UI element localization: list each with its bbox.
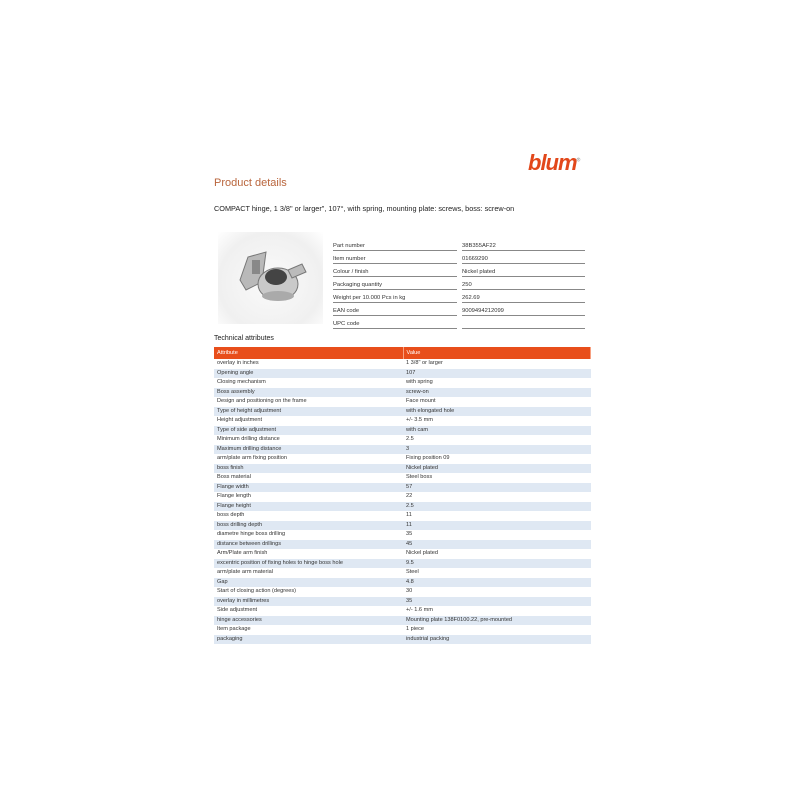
header-attribute: Attribute [214, 347, 403, 359]
attribute-cell: boss finish [214, 464, 403, 474]
table-row [214, 483, 591, 493]
value-cell: 45 [403, 540, 591, 550]
registered-mark: ® [576, 157, 580, 164]
table-row [214, 416, 591, 426]
attribute-cell: Flange width [214, 483, 403, 493]
attribute-cell: Side adjustment [217, 607, 258, 613]
table-row [214, 426, 591, 436]
attribute-cell: excentric position of fixing holes to hinge boss hole [214, 559, 403, 569]
attribute-cell: arm/plate arm material [217, 569, 273, 575]
value-cell: Steel boss [406, 474, 433, 480]
table-row [214, 454, 591, 464]
table-row [214, 606, 591, 616]
value-cell: 30 [406, 588, 413, 594]
info-label: UPC code [333, 321, 457, 329]
value-cell: 22 [406, 493, 413, 499]
table-row [214, 549, 591, 559]
brand-text: blum [528, 150, 577, 175]
value-cell: +/- 1.6 mm [406, 607, 433, 613]
attribute-cell: distance between drillings [214, 540, 403, 550]
value-cell: with elongated hole [403, 407, 591, 417]
header-value: Value [403, 347, 591, 359]
value-cell: 1 piece [406, 626, 425, 632]
table-row [214, 578, 591, 588]
table-row [214, 378, 591, 388]
table-row [214, 359, 591, 369]
info-row [333, 316, 585, 329]
table-row [214, 587, 591, 597]
table-row [214, 397, 591, 407]
value-cell: Nickel plated [406, 550, 439, 556]
info-value: 38B355AF22 [462, 243, 585, 251]
value-cell: 35 [406, 531, 413, 537]
attribute-cell: Closing mechanism [217, 379, 266, 385]
table-row [214, 511, 591, 521]
info-row [333, 303, 585, 316]
attribute-cell: Minimum drilling distance [217, 436, 280, 442]
table-row [214, 530, 591, 540]
info-row [333, 251, 585, 264]
table-row [214, 502, 591, 512]
table-row [214, 540, 591, 550]
value-cell: 11 [403, 521, 591, 531]
attribute-cell: packaging [214, 635, 403, 645]
value-cell: industrial packing [403, 635, 591, 645]
info-value: 262.69 [462, 295, 585, 303]
value-cell: 107 [403, 369, 591, 379]
table-row [214, 388, 591, 398]
attribute-cell: arm/plate arm fixing position [217, 455, 287, 461]
product-description: COMPACT hinge, 1 3/8" or larger", 107°, with spring, mounting plate: screws, boss: screw-on [214, 204, 515, 213]
info-label: Item number [333, 256, 457, 264]
attribute-cell: hinge accessories [214, 616, 403, 626]
value-cell: Fixing position 09 [406, 455, 450, 461]
value-cell: +/- 3.5 mm [406, 417, 433, 423]
table-row [214, 616, 591, 626]
value-cell: 2.5 [403, 502, 591, 512]
value-cell: screw-on [403, 388, 591, 398]
attribute-cell: Type of height adjustment [214, 407, 403, 417]
technical-attributes-heading: Technical attributes [214, 335, 274, 342]
value-cell: 2.5 [406, 436, 414, 442]
value-cell: 35 [403, 597, 591, 607]
value-cell: 4.8 [403, 578, 591, 588]
table-row [214, 369, 591, 379]
attribute-cell: Type of side adjustment [214, 426, 403, 436]
attribute-cell: Boss material [217, 474, 251, 480]
table-row [214, 625, 591, 635]
attribute-cell: Design and positioning on the frame [217, 398, 307, 404]
attribute-cell: diametre hinge boss drilling [217, 531, 286, 537]
info-value: 01669290 [462, 256, 585, 264]
info-row [333, 290, 585, 303]
table-row [214, 464, 591, 474]
info-row [333, 277, 585, 290]
value-cell: Steel [406, 569, 419, 575]
value-cell: Face mount [406, 398, 436, 404]
table-row [214, 559, 591, 569]
value-cell: 9.5 [403, 559, 591, 569]
info-label: Colour / finish [333, 269, 457, 277]
info-row [333, 238, 585, 251]
attribute-cell: Flange height [214, 502, 403, 512]
table-row [214, 635, 591, 645]
info-label: Part number [333, 243, 457, 251]
attribute-cell: Arm/Plate arm finish [217, 550, 268, 556]
table-row [214, 597, 591, 607]
info-value: 250 [462, 282, 585, 290]
info-label: EAN code [333, 308, 457, 316]
attribute-cell: Boss assembly [214, 388, 403, 398]
info-label: Weight per 10.000 Pcs in kg [333, 295, 457, 303]
table-row [214, 407, 591, 417]
table-row [214, 473, 591, 483]
table-row [214, 492, 591, 502]
product-info-list [333, 238, 585, 329]
blum-logo [528, 150, 579, 176]
table-row [214, 521, 591, 531]
info-value: 9009494212099 [462, 308, 585, 316]
attribute-cell: Gap [214, 578, 403, 588]
attribute-cell: overlay in millimetres [214, 597, 403, 607]
attribute-cell: boss depth [217, 512, 245, 518]
value-cell: Mounting plate 138F0100.22, pre-mounted [403, 616, 591, 626]
attribute-cell: Item package [217, 626, 251, 632]
attribute-cell: Start of closing action (degrees) [217, 588, 296, 594]
table-row [214, 445, 591, 455]
info-value: Nickel plated [462, 269, 585, 277]
attribute-cell: Maximum drilling distance [214, 445, 403, 455]
value-cell: 11 [406, 512, 412, 518]
value-cell: 3 [403, 445, 591, 455]
value-cell: 1 3/8" or larger [406, 360, 443, 366]
value-cell: 57 [403, 483, 591, 493]
table-row [214, 435, 591, 445]
attribute-cell: Flange length [217, 493, 251, 499]
page-title: Product details [214, 177, 287, 189]
attribute-cell: Opening angle [214, 369, 403, 379]
table-row [214, 568, 591, 578]
value-cell: Nickel plated [403, 464, 591, 474]
value-cell: with cam [403, 426, 591, 436]
info-value [462, 327, 585, 329]
table-header-row [214, 347, 591, 359]
technical-attributes-table [214, 347, 591, 644]
attribute-cell: overlay in inches [217, 360, 259, 366]
info-row [333, 264, 585, 277]
attribute-cell: Height adjustment [217, 417, 263, 423]
product-image [218, 232, 323, 324]
info-label: Packaging quantity [333, 282, 457, 290]
attribute-cell: boss drilling depth [214, 521, 403, 531]
value-cell: with spring [406, 379, 433, 385]
